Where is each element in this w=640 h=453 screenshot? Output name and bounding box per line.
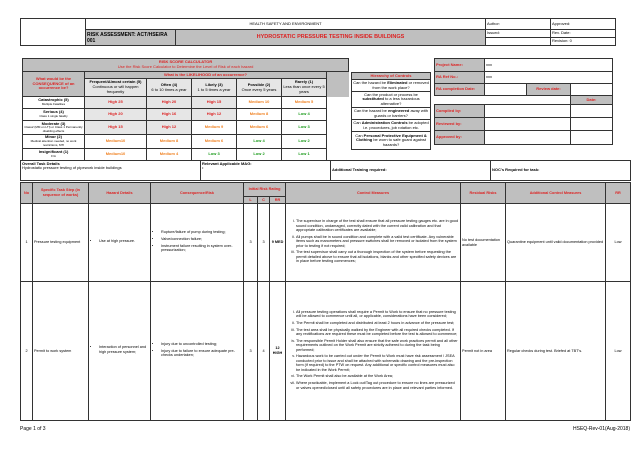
consequence-desc: Class 1 single fatality [39,114,68,119]
risk-score-cell: Medium10 [85,148,147,160]
project-name-value: xxx [485,59,613,72]
likelihood-value: 3 [244,282,258,421]
project-info [434,58,613,145]
col-consequence: Consequence/Risk [151,183,244,204]
training-label: Additional Training required: [331,161,491,181]
consequence-label: Minor (2) [45,134,62,140]
calculator-subtitle: Use the Risk Score Calculator to Determine the Level of Risk of each hazard [117,64,254,69]
row-no: 2 [21,282,33,421]
overall-task-value: Hydrostatic pressure testing of pipework inside buildings [22,165,122,171]
consequence-label: Insignificant (1) [38,149,69,155]
likelihood-label: Often (4) [160,81,178,87]
likelihood-label: Possible (2) [247,81,271,87]
reviewed-by-label: Reviewed by: [435,118,485,131]
consequence-desc: Class2 (MM on LTI) or Class 1 Permanently disabling effects [24,125,83,133]
list-item: • Injury due to uncontrolled testing; [161,342,242,347]
risk-score-cell: Low 2 [237,148,282,160]
list-item: • Interaction of personnel and high pressure system; [99,345,149,354]
document-title: HYDROSTATIC PRESSURE TESTING INSIDE BUILDINGS [176,30,486,46]
col-rr: RR [270,197,286,204]
consequence-label: Catastrophic (5) [38,97,69,103]
risk-score-cell: Low 2 [282,134,327,148]
list-item: iv. The responsible Permit Holder shall also ensure that the safe work practices permit and all other requirements outlined on the Work Permit are strictly adhered to during the task being performed; [296,339,459,353]
hierarchy-item: Can Administration Controls be adopted i.e. procedures, job rotation etc. [353,120,429,130]
list-item: • Instrument failure resulting in system over-pressurization; [161,244,242,253]
risk-score-calculator [22,58,349,161]
approved-by-label: Approved by: [435,131,485,145]
col-hazard: Hazard Details [89,183,151,204]
list-item: • Rupture/failure of pump during testing; [161,230,242,235]
likelihood-desc: Less than once every 5 years [283,84,325,94]
residual-risk: No test documentation available [461,204,506,282]
col-control: Control Measures [286,183,461,204]
overall-task-label: Overall Task Details [22,160,60,166]
review-date-label: Review date: [527,84,571,96]
list-item: iii. The test supervisor shall carry out a thorough inspection of the system before requesting the permit detailed above to ensure that all isolations, blanks and other specified safety devices are in place before testing commences; [296,250,459,264]
consequence-row [23,109,349,121]
risk-score-cell: Medium 4 [147,148,192,160]
task-step: Permit to work system [33,282,89,421]
task-step: Pressure testing equipment [33,204,89,282]
risk-score-cell: Medium 10 [237,97,282,109]
risk-score-cell: High 15 [85,121,147,135]
consequence-label: Serious (4) [43,109,64,115]
org-name: HEALTH SAFETY AND ENVIRONMENT [86,19,486,30]
consequence-row [23,121,349,135]
hazard-list [90,345,149,354]
author-field: Author: [486,19,551,30]
likelihood-label: Frequent/Almost certain (5) [89,79,142,85]
rev-date-field: Rev. Date: [551,30,616,38]
residual-risk: Permit not in area [461,282,506,421]
risk-score-cell: Low 1 [282,148,327,160]
consequence-list [152,230,242,252]
logo-cell [21,19,86,46]
risk-rating: 9 MED [270,204,286,282]
likelihood-desc: 6 to 10 times a year [151,86,187,92]
risk-score-cell: Low 4 [282,109,327,121]
risk-score-cell: Medium 8 [237,109,282,121]
consequence-list [152,342,242,358]
risk-score-cell: High 20 [147,97,192,109]
likelihood-desc: Continuous or will happen frequently [92,84,139,94]
consequence-row [23,148,349,160]
likelihood-desc: Once every 5 years [241,86,277,92]
col-initial-risk: Initial Risk Rating [244,183,286,197]
list-item: ii. All pumps shall be in sound condition and complete with a valid test certificate. Any vulnerable items such as manometers and pressure switches shall be removed or isolated from the system prior to testing if not required; [296,235,459,249]
row-no: 1 [21,204,33,282]
likelihood-value: 3 [244,204,258,282]
risk-score-cell: High 16 [147,109,192,121]
mag-label: Relevant Applicable MAG: [202,160,252,166]
risk-score-cell: High 25 [85,97,147,109]
consequence-row [23,97,349,109]
revision-field: Revision: 0 [551,38,616,46]
ra-ref-value: xxx [485,72,613,84]
hazard-list [90,239,149,244]
likelihood-question: What is the LIKELIHOOD of an occurrence? [85,72,327,79]
document-code: HSEQ-Rev-01(Aug-2018) [573,426,630,432]
hierarchy-item: Can the hazard be Eliminated or removed from the work place? [353,79,429,90]
hierarchy-item: Can the hazard be engineered away with guards or barriers? [352,108,431,120]
risk-score-cell: Medium 5 [282,97,327,109]
likelihood-label: Likely (3) [205,81,223,87]
date-label: Date: [571,96,613,105]
residual-rating: Low [606,204,631,282]
task-details [20,160,631,181]
likelihood-desc: 1 to 5 times a year [197,86,231,92]
list-item: vii. Where practicable, implement a Lock out/Tag out procedure to ensure no lines are pressurized or valves opened/closed until all safety procedures are in place and relevant parties informed. [296,381,459,390]
risk-score-cell: High 12 [147,121,192,135]
list-item: vi. The Work Permit shall also be available at the Work Area; [296,374,459,379]
ra-ref-label: RA Ref No.: [435,72,485,84]
col-no: No [21,183,33,204]
col-additional: Additional Control Measures [506,183,606,204]
risk-assessment-table [20,182,631,421]
col-l: L [244,197,258,204]
list-item: i. The supervisor in charge of the test shall ensure that all pressure testing gauges etc. are in good sound condition, undamaged, correctly dated with the current valid calibration and that appropriate calibration certificates are available; [296,219,459,233]
risk-score-cell: Medium 6 [192,134,237,148]
hierarchy-of-controls [351,72,431,150]
project-name-label: Project Name: [435,59,485,72]
consequence-value: 4 [258,282,270,421]
noc-label: NOC's Required for task: [491,161,631,181]
col-c: C [258,197,270,204]
col-rr2: RR [606,183,631,204]
control-measures-list [287,219,459,264]
hierarchy-item: Can Personal Protective Equipment & Clothing be worn to safe guard against hazards? [352,132,431,150]
risk-score-cell: Medium 8 [147,134,192,148]
risk-score-cell: Medium 9 [192,121,237,135]
risk-score-cell: High 15 [192,97,237,109]
list-item: • Injury due to failure to ensure adequate pre-checks undertaken; [161,349,242,358]
list-item: iii. The test area shall be physically walked by the Engineer with all required checks completed. If any rectifications are required these must be completed before the test is allowed to commence; [296,328,459,337]
consequence-value: 3 [258,204,270,282]
consequence-desc: Medical attention needed, no work restrictions, MTI [30,139,77,147]
compiled-by-label: Compiled by: [435,105,485,118]
risk-score-cell: High 20 [85,109,147,121]
risk-score-cell: Low 3 [282,121,327,135]
list-item: • Valve/connection failure; [161,237,242,242]
calculator-title: RISK SCORE CALCULATOR [158,59,213,65]
hierarchy-item: Can the product or process be substituted to a less hazardous alternative? [352,92,431,108]
page-number: Page 1 of 3 [20,426,46,432]
risk-rating: 12 HIGH [270,282,286,421]
ra-completion-label: RA completion Date: [435,84,485,96]
risk-score-cell: High 12 [192,109,237,121]
table-row [21,282,631,421]
list-item: ii. The Permit shall be completed and distributed at least 2 hours in advance of the pressure test; [296,321,459,326]
consequence-label: Moderate (3) [41,120,66,126]
ra-number: RISK ASSESSMENT: ACT/HSE/RA 001 [86,30,176,46]
mag-bullet: • [202,165,204,171]
additional-controls: Regular checks during test. Briefed at TBT's. [506,282,606,421]
table-row [21,204,631,282]
document-header [20,18,616,46]
issued-field: Issued: [486,30,551,38]
col-task: Specific Task Step (in sequence of works) [33,183,89,204]
risk-score-cell: Medium10 [85,134,147,148]
likelihood-label: Rarely (1) [294,79,314,85]
hierarchy-title: Hierarchy of Controls [352,73,431,80]
consequence-question: What would be the CONSEQUENCE of an occurrence be? [23,72,85,97]
risk-score-cell: Medium 6 [237,121,282,135]
list-item: v. Hazardous work to be carried out under the Permit to Work must have risk assessment / JSEA conducted prior to issue and shall be attached with schematic drawing and the pre-inspection form (if required) to the PTW on request. Any additional or specific control measures must also be indicated in the Work Permit; [296,354,459,372]
additional-controls: Quarantine equipment until valid documentation provided [506,204,606,282]
col-residual: Residual Risks [461,183,506,204]
approved-field: Approved: [551,19,616,30]
risk-score-cell: Low 4 [237,134,282,148]
consequence-desc: Multiple Fatalities [41,102,66,107]
residual-rating: Low [606,282,631,421]
list-item: • Use at high pressure. [99,239,149,244]
consequence-row [23,134,349,148]
consequence-desc: F/A [51,154,56,159]
control-measures-list [287,310,459,390]
risk-score-cell: Low 3 [192,148,237,160]
list-item: i. All pressure testing operations shall require a Permit to Work to ensure that no pressure testing will be allowed to commence until all, or applicable, considerations have been considered; [296,310,459,319]
